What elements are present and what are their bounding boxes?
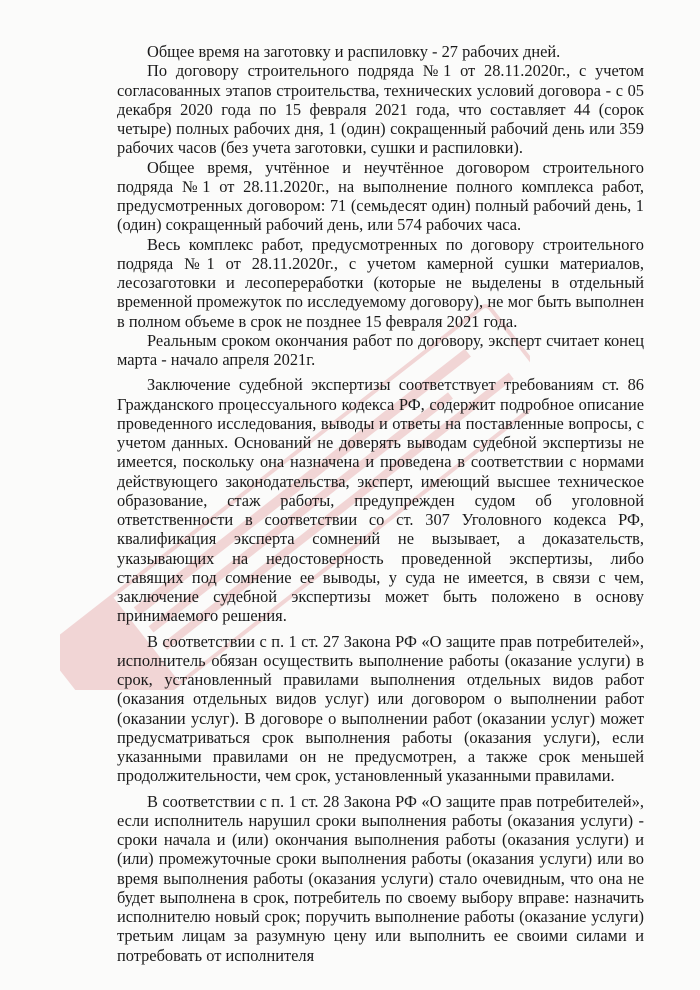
document-body (117, 42, 644, 965)
paragraph: Заключение судебной экспертизы соответствует требованиям ст. 86 Гражданского процессуального кодекса РФ, содержит подробное описание проведенного исследования, выводы и ответы на поставленные вопросы, с учетом данных. Оснований не доверять выводам судебной экспертизы не имеется, поскольку она назначена и проведена в соответствии с нормами действующего законодательства, эксперт, имеющий высшее техническое образование, стаж работы, предупрежден судом об уголовной ответственности в соответствии со ст. 307 Уголовного кодекса РФ, квалификация эксперта сомнений не вызывает, а доказательств, указывающих на недостоверность проведенной экспертизы, либо ставящих под сомнение ее выводы, у суда не имеется, в связи с чем, заключение судебной экспертизы может быть положено в основу принимаемого решения. (117, 375, 644, 626)
paragraph: Общее время, учтённое и неучтённое договором строительного подряда №1 от 28.11.2020г., на выполнение полного комплекса работ, предусмотренных договором: 71 (семьдесят один) полный рабочий день, 1 (один) сокращенный рабочий день, или 574 рабочих часа. (117, 157, 644, 235)
paragraph: В соответствии с п. 1 ст. 28 Закона РФ «О защите прав потребителей», если исполнитель нарушил сроки выполнения работы (оказания услуги) - сроки начала и (или) окончания выполнения работы (оказания услуги) и (или) промежуточные сроки выполнения работы (оказания услуги) или во время выполнения работы (оказания услуги) стало очевидным, что она не будет выполнена в срок, потребитель по своему выбору вправе: назначить исполнителю новый срок; поручить выполнение работы (оказание услуги) третьим лицам за разумную цену или выполнить ее своими силами и потребовать от исполнителя (117, 791, 644, 965)
paragraph: В соответствии с п. 1 ст. 27 Закона РФ «О защите прав потребителей», исполнитель обязан осуществить выполнение работы (оказание услуги) в срок, установленный правилами выполнения отдельных видов работ (оказания отдельных видов услуг) или договором о выполнении работ (оказании услуг). В договоре о выполнении работ (оказании услуг) может предусматриваться срок выполнения работы (оказания услуги), если указанными правилами он не предусмотрен, а также срок меньшей продолжительности, чем срок, установленный указанными правилами. (117, 631, 644, 786)
paragraph: Реальным сроком окончания работ по договору, эксперт считает конец марта - начало апреля 2021г. (117, 330, 644, 369)
paragraph: Общее время на заготовку и распиловку - 27 рабочих дней. (147, 42, 561, 61)
paragraph: Весь комплекс работ, предусмотренных по договору строительного подряда №1 от 28.11.2020г., с учетом камерной сушки материалов, лесозаготовки и лесопереработки (которые не выделены в отдельный временной промежуток по исследуемому договору), не мог быть выполнен в полном объеме в срок не позднее 15 февраля 2021 года. (117, 234, 644, 331)
paragraph: По договору строительного подряда №1 от 28.11.2020г., с учетом согласованных этапов строительства, технических условий договора - с 05 декабря 2020 года по 15 февраля 2021 года, что составляет 44 (сорок четыре) полных рабочих дня, 1 (один) сокращенный рабочий день или 359 рабочих часов (без учета заготовки, сушки и распиловки). (117, 61, 644, 158)
